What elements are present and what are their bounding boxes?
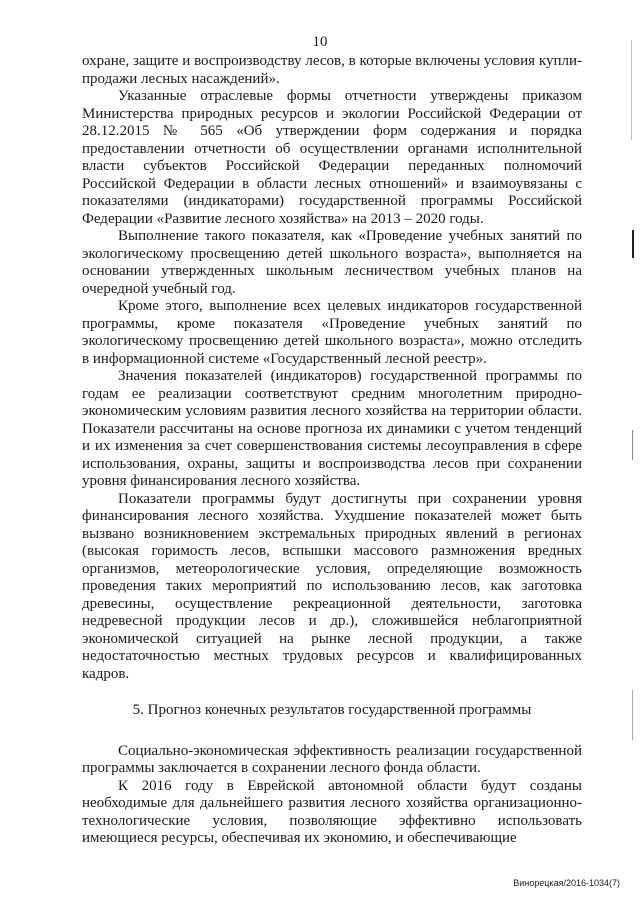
document-body bbox=[82, 53, 582, 848]
paragraph-reporting-forms: Указанные отраслевые формы отчетности утверждены приказом Министерства природных ресурсов и экологии Российской Федерации от 28.12.2015 № 565 «Об утверждении форм содержания и порядка предоставлении отчетности об осуществлении органами исполнительной власти субъектов Российской Федерации переданных полномочий Российской Федерации в области лесных отношений» и взаимоувязаны с показателями (индикаторами) государственной программы Российской Федерации «Развитие лесного хозяйства» на 2013 – 2020 годы. bbox=[82, 88, 582, 227]
section-heading: 5. Прогноз конечных результатов государственной программы bbox=[132, 702, 532, 718]
paragraph-indicator-values: Значения показателей (индикаторов) государственной программы по годам ее реализации соответствуют средним многолетним природно-экономическим условиям развития лесного хозяйства на территории области. Показатели рассчитаны на основе прогноза их динамики с учетом тенденций и их изменения за счет совершенствования системы лесоуправления в сфере использования, охраны, защиты и воспроизводства лесов при сохранении уровня финансирования лесного хозяйства. bbox=[82, 368, 582, 489]
paragraph-efficiency: Социально-экономическая эффективность реализации государственной программы заключается в сохранении лесного фонда области. bbox=[82, 742, 582, 776]
paragraph-risks: Показатели программы будут достигнуты при сохранении уровня финансирования лесного хозяйства. Ухудшение показателей может быть вызвано возникновением экстремальных природных явлений в регионах (высокая горимость лесов, вспышки массового размножения вредных организмов, метеорологические условия, определяющие возможность проведения таких мероприятий по использованию лесов, как заготовка древесины, осуществление рекреационной деятельности, заготовка недревесной продукции лесов и др.), сложившейся неблагоприятной экономической ситуацией на рынке лесной продукции, а также недостаточностью местных трудовых ресурсов и квалифицированных кадров. bbox=[82, 490, 582, 682]
paragraph-continuation: охране, защите и воспроизводству лесов, в которые включены условия купли-продажи лесных насаждений». bbox=[82, 53, 582, 87]
scan-edge-mark bbox=[632, 430, 633, 460]
paragraph-forest-registry: Кроме этого, выполнение всех целевых индикаторов государственной программы, кроме показателя «Проведение учебных занятий по экологическому просвещению детей школьного возраста», можно отследить в информационной системе «Государственный лесной реестр». bbox=[82, 298, 582, 367]
scan-edge-mark bbox=[631, 40, 632, 140]
paragraph-indicator-lessons: Выполнение такого показателя, как «Проведение учебных занятий по экологическому просвещению детей школьного возраста», выполняется на основании утвержденных школьным лесничеством учебных планов на очередной учебный год. bbox=[82, 228, 582, 297]
paragraph-forecast-2016: К 2016 году в Еврейской автономной области будут созданы необходимые для дальнейшего развития лесного хозяйства организационно-технологические условия, позволяющие эффективно использовать имеющиеся ресурсы, обеспечивая их экономию, и обеспечивающие bbox=[82, 777, 582, 846]
document-footer-code: Винорецкая/2016-1034(7) bbox=[513, 878, 620, 888]
scan-edge-mark bbox=[632, 690, 633, 740]
scan-edge-mark bbox=[632, 230, 634, 258]
page-number: 10 bbox=[312, 34, 328, 50]
